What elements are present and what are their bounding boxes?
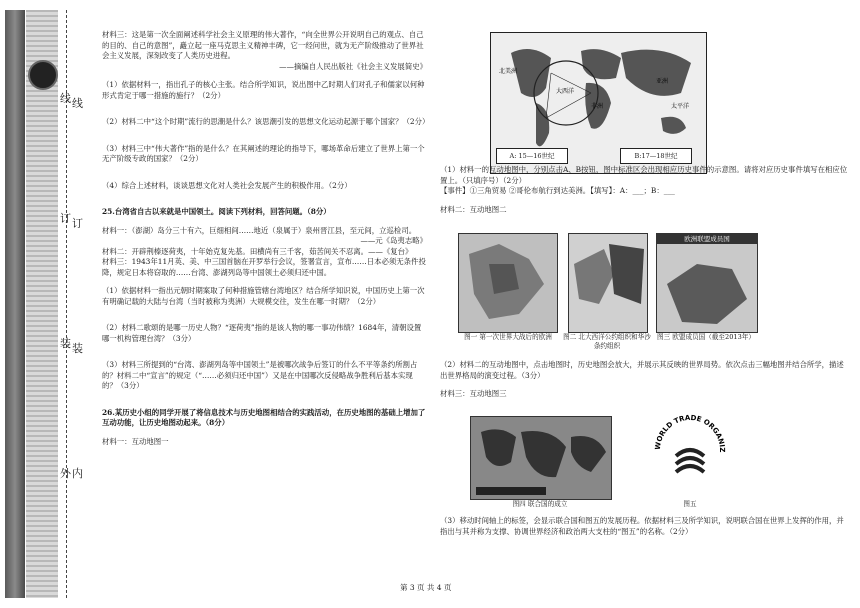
- caption-figure-three: 图三 欧盟成员国（截至2013年）: [656, 333, 755, 341]
- question-25-title: 25.台湾省自古以来就是中国领土。阅读下列材料，回答问题。（8分）: [102, 207, 331, 216]
- material-three-text: 材料三：这是第一次全面阐述科学社会主义原理的伟大著作，“向全世界公开说明自己的观点、自己的目的、自己的意图”，矗立起一座马克思主义精神丰碑，它一经问世，就为无产阶级推动了世界社会主义发展，深刻改变了人类历史进程。: [102, 30, 424, 60]
- right-question-1-options: 【事件】①三角贸易 ②哥伦布航行到达美洲。【填写】：A：___；B：___: [440, 186, 675, 195]
- seal-strip: [26, 10, 58, 598]
- q25-part-2: （2）材料二歌颂的是哪一历史人物？“逐荷夷”指的是该人物的哪一事功伟绩？1684年，清朝设置哪一机构管理台湾？（3分）: [102, 323, 422, 343]
- right-q2-block: [440, 360, 850, 400]
- europe-map-three: [657, 244, 757, 332]
- button-b[interactable]: B:17—18世纪: [620, 148, 692, 164]
- label-africa: 非洲: [591, 103, 604, 110]
- label-asia: 亚洲: [656, 78, 669, 85]
- page-number: 第 3 页 共 4 页: [400, 583, 452, 592]
- caption-figure-five: 图五: [683, 500, 697, 508]
- margin-label: 装: [72, 342, 83, 355]
- label-atlantic: 大西洋: [556, 88, 575, 95]
- margin-label: 装: [60, 337, 71, 350]
- margin-label: 线: [72, 97, 83, 110]
- europe-map-two: [569, 234, 647, 332]
- wto-logo-text: WORLD TRADE ORGANIZ: [653, 413, 727, 453]
- q26-material-1: 材料一：互动地图一: [102, 436, 169, 446]
- un-world-map: [471, 417, 611, 499]
- wto-logo-graphic: [648, 408, 732, 492]
- margin-label: 外: [60, 467, 71, 480]
- figure-four-map[interactable]: [470, 416, 612, 500]
- wto-logo: [648, 408, 732, 492]
- margin-label: 内: [72, 467, 83, 480]
- right-q3-block: [440, 516, 850, 537]
- caption-figure-one: 图一 第一次世界大战后的欧洲: [464, 333, 552, 341]
- binding-band: [5, 10, 25, 598]
- material-two-label: 材料二：互动地图二: [440, 204, 507, 214]
- label-pacific: 太平洋: [671, 103, 690, 110]
- binding-margin: [0, 0, 90, 608]
- margin-label: 订: [60, 212, 71, 225]
- eu-map-title: 欧洲联盟成员国: [657, 234, 757, 244]
- margin-label: 线: [60, 92, 71, 105]
- figure-one-map[interactable]: [458, 233, 558, 333]
- caption-figure-four: 图四 联合国的成立: [512, 500, 568, 508]
- right-q1-block: [440, 165, 850, 215]
- question-3: （3）材料三中“伟大著作”指的是什么？在其阐述的理论的指导下，哪场革命后建立了世界上第一个无产阶级专政的国家？（2分）: [102, 143, 425, 163]
- left-column: [102, 30, 430, 447]
- europe-map-one: [459, 234, 557, 332]
- right-question-2: （2）材料二的互动地图中，点击地图时，历史地图会放大，并展示其反映的世界局势。依次点击三幅地图并结合所学，描述出世界格局的演变过程。（3分）: [440, 360, 844, 380]
- right-question-3: （3）移动时间轴上的标签，会显示联合国和图五的发展历程。依据材料三及所学知识，说明联合国在世界上发挥的作用，并指出与其并称为支撑、协调世界经济和政治两大支柱的“图五”的名称。（2分）: [440, 516, 844, 536]
- caption-figure-two: 图二 北大西洋公约组织和华沙条约组织: [563, 333, 651, 350]
- q25-material-1: 材料一：（澎湖）岛分三十有六，巨细相间……地近（泉属于）泉州晋江县，至元间，立巡检司。: [102, 225, 417, 235]
- material-three-source: ——摘编自人民出版社《社会主义发展简史》: [279, 61, 427, 71]
- q25-material-2: 材料二：开辟荆榛逐荷夷，十年始克复先基。田横尚有三千客，茹苦间关不忍离。——《复台》: [102, 246, 413, 256]
- right-question-1: （1）材料一的互动地图中，分别点击A、B按钮，图中标准区会出现相应历史事件的示意图。请将对应历史事件填写在相应位置上。（只填序号）（2分）: [440, 165, 848, 185]
- figure-two-map[interactable]: [568, 233, 648, 333]
- q25-material-1-source: ——元《岛夷志略》: [360, 236, 427, 245]
- margin-label: 订: [72, 217, 83, 230]
- label-north-america: 北美洲: [499, 68, 518, 75]
- svg-text:WORLD TRADE ORGANIZATION: [648, 408, 726, 452]
- figure-three-map[interactable]: [656, 233, 758, 333]
- button-a[interactable]: A: 15—16世纪: [496, 148, 568, 164]
- question-2: （2）材料二中“这个时期”流行的思潮是什么？该思潮引发的思想文化运动起源于哪个国家？（2分）: [102, 117, 430, 126]
- q25-part-3: （3）材料三所提到的“台湾、澎湖列岛等中国领土”是被哪次战争后签订的什么不平等条约所割占的？材料二中“宣言”的规定（“……必须归还中国”）又是在中国哪次反侵略战争胜利后基本实现的？（3分）: [102, 360, 418, 390]
- question-4: （4）综合上述材料，谈谈思想文化对人类社会发展产生的积极作用。（2分）: [102, 180, 352, 190]
- material-three-label: 材料三：互动地图三: [440, 389, 507, 398]
- question-26-title: 26.某历史小组的同学开展了将信息技术与历史地图相结合的实践活动，在历史地图的基础上增加了互动功能，让历史地图动起来。（8分）: [102, 407, 426, 427]
- q25-material-3: 材料三：1943年11月英、美、中三国首脑在开罗举行会议，签署宣言，宣布……日本必须无条件投降，规定日本将窃取的……台湾、澎湖列岛等中国领土必须归还中国。: [102, 257, 426, 277]
- q25-part-1: （1）依据材料一指出元朝时期案取了何种措施管辖台湾地区？结合所学知识说，中国历史上第一次有明确记载的大陆与台湾（当时被称为夷洲）大规模交往，发生在哪一时期？（2分）: [102, 286, 425, 306]
- question-1: （1）依据材料一，指出孔子的核心主张。结合所学知识，说出图中乙时期人们对孔子和儒家以何种形式肯定于哪一措施的施行？（2分）: [102, 80, 425, 100]
- school-emblem: [28, 60, 58, 90]
